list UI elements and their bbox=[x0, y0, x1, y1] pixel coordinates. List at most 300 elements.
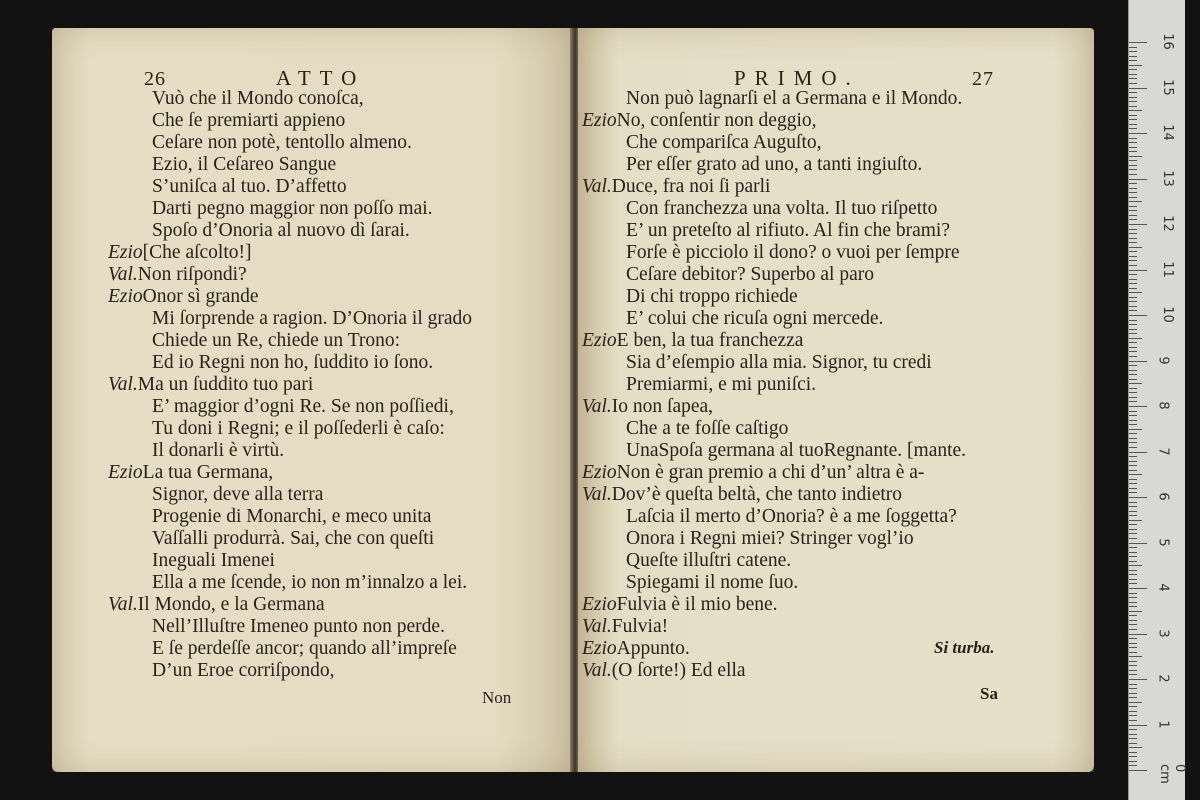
ruler-tick bbox=[1129, 502, 1137, 503]
line-text: S’uniſca al tuo. D’affetto bbox=[152, 176, 347, 197]
ruler-tick bbox=[1129, 715, 1137, 716]
ruler-tick bbox=[1129, 329, 1137, 330]
ruler-label: 5 bbox=[1155, 537, 1171, 547]
ruler-label: 1 bbox=[1155, 719, 1171, 729]
ruler-tick bbox=[1129, 274, 1137, 275]
ruler-tick bbox=[1129, 747, 1142, 748]
line-text: Sia d’eſempio alla mia. Signor, tu credi bbox=[626, 352, 932, 373]
ruler-tick bbox=[1129, 583, 1137, 584]
line-text: Queſte illuſtri catene. bbox=[626, 550, 792, 571]
ruler-tick bbox=[1129, 652, 1137, 653]
text-line bbox=[582, 330, 1084, 352]
text-line bbox=[582, 484, 1084, 506]
ruler-tick bbox=[1129, 429, 1142, 430]
left-page bbox=[52, 28, 572, 772]
ruler-tick bbox=[1129, 69, 1137, 70]
ruler-tick bbox=[1129, 647, 1137, 648]
line-text: Che a te foſſe caſtigo bbox=[626, 418, 789, 439]
ruler-tick bbox=[1129, 670, 1137, 671]
ruler-tick bbox=[1129, 661, 1137, 662]
ruler-tick bbox=[1129, 288, 1137, 289]
text-line bbox=[604, 220, 1084, 242]
ruler-tick bbox=[1129, 438, 1137, 439]
ruler-label: 4 bbox=[1155, 583, 1171, 592]
ruler-tick bbox=[1129, 461, 1137, 462]
ruler-tick bbox=[1129, 183, 1137, 184]
ruler-tick bbox=[1129, 383, 1142, 384]
ruler-tick bbox=[1129, 78, 1137, 79]
text-line bbox=[108, 594, 562, 616]
ruler-tick bbox=[1129, 474, 1142, 475]
ruler-label: 10 bbox=[1159, 306, 1175, 323]
text-line bbox=[604, 572, 1084, 594]
text-line bbox=[604, 88, 1084, 110]
text-line bbox=[604, 198, 1084, 220]
stage-direction: Si turba. bbox=[934, 638, 995, 657]
ruler-tick bbox=[1129, 752, 1137, 753]
line-text: Il donarli è virtù. bbox=[152, 440, 285, 461]
ruler-tick bbox=[1129, 115, 1137, 116]
ruler-tick bbox=[1129, 743, 1137, 744]
ruler-tick bbox=[1129, 219, 1137, 220]
line-text: Ineguali Imenei bbox=[152, 550, 275, 571]
left-catchword: Non bbox=[482, 688, 512, 707]
line-text: Vuò che il Mondo conoſca, bbox=[152, 88, 364, 109]
ruler-tick bbox=[1129, 547, 1137, 548]
text-line bbox=[130, 88, 562, 110]
ruler-tick bbox=[1129, 624, 1137, 625]
line-text: Il Mondo, e la Germana bbox=[137, 594, 325, 615]
line-text: E ben, la tua franchezza bbox=[616, 330, 804, 351]
speaker-name: Ezio bbox=[582, 594, 617, 615]
ruler-tick bbox=[1129, 401, 1137, 402]
ruler-tick bbox=[1129, 415, 1137, 416]
ruler-tick bbox=[1129, 42, 1147, 43]
text-line bbox=[582, 660, 1084, 682]
ruler-tick bbox=[1129, 124, 1137, 125]
ruler-tick bbox=[1129, 56, 1137, 57]
text-line bbox=[130, 528, 562, 550]
ruler-label: 6 bbox=[1155, 492, 1171, 501]
text-line bbox=[130, 616, 562, 638]
ruler-tick bbox=[1129, 283, 1137, 284]
text-line bbox=[604, 528, 1084, 550]
line-text: Dov’è queſta beltà, che tanto indietro bbox=[611, 484, 903, 505]
ruler-tick bbox=[1129, 270, 1147, 271]
ruler-tick bbox=[1129, 465, 1137, 466]
line-text: La tua Germana, bbox=[142, 462, 274, 483]
line-text: Onora i Regni miei? Stringer vogl’io bbox=[626, 528, 914, 549]
ruler-tick bbox=[1129, 520, 1142, 521]
ruler-tick bbox=[1129, 147, 1137, 148]
ruler-tick bbox=[1129, 347, 1137, 348]
ruler-tick bbox=[1129, 292, 1142, 293]
speaker-name: Val. bbox=[582, 484, 612, 505]
ruler-label: 11 bbox=[1159, 260, 1175, 278]
text-line bbox=[582, 462, 1084, 484]
ruler-tick bbox=[1129, 515, 1137, 516]
text-line bbox=[604, 242, 1084, 264]
ruler-tick bbox=[1129, 133, 1147, 134]
ruler-tick bbox=[1129, 602, 1137, 603]
left-page-number: 26 bbox=[144, 68, 166, 90]
ruler-tick bbox=[1129, 192, 1137, 193]
line-text: Darti pegno maggior non poſſo mai. bbox=[152, 198, 433, 219]
right-catchword: Sa bbox=[980, 684, 998, 703]
text-line bbox=[130, 506, 562, 528]
text-line bbox=[604, 440, 1084, 462]
ruler-tick bbox=[1129, 251, 1137, 252]
line-text: Ceſare debitor? Superbo al paro bbox=[626, 264, 874, 285]
ruler-tick bbox=[1129, 761, 1137, 762]
line-text: Nell’Illuſtre Imeneo punto non perde. bbox=[152, 616, 445, 637]
text-line bbox=[130, 396, 562, 418]
ruler-tick bbox=[1129, 725, 1147, 726]
ruler-tick bbox=[1129, 538, 1137, 539]
ruler-tick bbox=[1129, 574, 1137, 575]
line-text: E’ un preteſto al rifiuto. Al fin che brami? bbox=[626, 220, 950, 241]
ruler-tick bbox=[1129, 338, 1142, 339]
right-running-head: PRIMO. bbox=[734, 66, 860, 90]
line-text: UnaSpoſa germana al tuoRegnante. [mante. bbox=[626, 440, 967, 461]
speaker-name: Val. bbox=[582, 396, 612, 417]
speaker-name: Ezio bbox=[582, 462, 617, 483]
ruler-tick bbox=[1129, 524, 1137, 525]
ruler-tick bbox=[1129, 315, 1147, 316]
ruler-tick bbox=[1129, 101, 1137, 102]
right-page bbox=[578, 28, 1094, 772]
ruler-tick bbox=[1129, 479, 1137, 480]
ruler-tick bbox=[1129, 128, 1137, 129]
line-text: Forſe è picciolo il dono? o vuoi per ſempre bbox=[626, 242, 960, 263]
ruler-tick bbox=[1129, 247, 1142, 248]
ruler-tick bbox=[1129, 570, 1137, 571]
ruler-tick bbox=[1129, 674, 1137, 675]
ruler-tick bbox=[1129, 238, 1137, 239]
line-text: Con franchezza una volta. Il tuo riſpetto bbox=[626, 198, 938, 219]
ruler-label: 13 bbox=[1159, 169, 1175, 187]
text-line bbox=[130, 638, 562, 660]
ruler-tick bbox=[1129, 324, 1137, 325]
ruler-label: 3 bbox=[1155, 628, 1171, 638]
ruler-tick bbox=[1129, 224, 1147, 225]
line-text: Tu doni i Regni; e il poſſederli è caſo: bbox=[152, 418, 445, 439]
ruler-tick bbox=[1129, 765, 1137, 766]
ruler-tick bbox=[1129, 452, 1147, 453]
line-text: Appunto. bbox=[616, 638, 690, 659]
text-line bbox=[130, 440, 562, 462]
ruler-tick bbox=[1129, 110, 1142, 111]
text-line bbox=[582, 594, 1084, 616]
ruler-tick bbox=[1129, 611, 1142, 612]
right-page-number: 27 bbox=[972, 68, 994, 90]
ruler-tick bbox=[1129, 138, 1137, 139]
text-line bbox=[130, 352, 562, 374]
ruler-tick bbox=[1129, 552, 1137, 553]
text-line bbox=[108, 286, 562, 308]
line-text: Ceſare non potè, tentollo almeno. bbox=[152, 132, 412, 153]
line-text: E ſe perdeſſe ancor; quando all’impreſe bbox=[152, 638, 457, 659]
ruler-tick bbox=[1129, 420, 1137, 421]
text-line bbox=[108, 374, 562, 396]
speaker-name: Val. bbox=[582, 616, 612, 637]
speaker-name: Val. bbox=[582, 660, 612, 681]
ruler-tick bbox=[1129, 379, 1137, 380]
ruler-label: 12 bbox=[1159, 215, 1175, 232]
text-line bbox=[604, 550, 1084, 572]
ruler-tick bbox=[1129, 51, 1137, 52]
ruler-tick bbox=[1129, 756, 1137, 757]
ruler-tick bbox=[1129, 442, 1137, 443]
line-text: Io non ſapea, bbox=[611, 396, 714, 417]
ruler-tick bbox=[1129, 179, 1147, 180]
text-line bbox=[108, 264, 562, 286]
line-text: Di chi troppo richiede bbox=[626, 286, 798, 307]
ruler-tick bbox=[1129, 593, 1137, 594]
text-line bbox=[130, 660, 562, 682]
ruler-tick bbox=[1129, 119, 1137, 120]
ruler-tick bbox=[1129, 492, 1137, 493]
ruler-tick bbox=[1129, 160, 1137, 161]
text-line bbox=[604, 374, 1084, 396]
ruler-tick bbox=[1129, 565, 1142, 566]
line-text: Onor sì grande bbox=[142, 286, 259, 307]
ruler-tick bbox=[1129, 333, 1137, 334]
line-text: Spoſo d’Onoria al nuovo dì ſarai. bbox=[152, 220, 410, 241]
ruler-tick bbox=[1129, 638, 1137, 639]
text-line bbox=[582, 396, 1084, 418]
ruler-tick bbox=[1129, 738, 1137, 739]
line-text: Mi ſorprende a ragion. D’Onoria il grado bbox=[152, 308, 473, 329]
text-line bbox=[130, 418, 562, 440]
text-line bbox=[130, 220, 562, 242]
line-text: Ella a me ſcende, io non m’innalzo a lei. bbox=[152, 572, 468, 593]
line-text: [Che aſcolto!] bbox=[142, 242, 252, 263]
right-text-block bbox=[582, 88, 1084, 682]
ruler-tick bbox=[1129, 256, 1137, 257]
ruler-label: 8 bbox=[1155, 401, 1171, 410]
ruler-tick bbox=[1129, 693, 1137, 694]
ruler-tick bbox=[1129, 342, 1137, 343]
ruler-tick bbox=[1129, 615, 1137, 616]
speaker-name: Ezio bbox=[108, 242, 143, 263]
ruler-tick bbox=[1129, 447, 1137, 448]
speaker-name: Ezio bbox=[582, 110, 617, 131]
ruler-tick bbox=[1129, 320, 1137, 321]
ruler-tick bbox=[1129, 215, 1137, 216]
ruler-tick bbox=[1129, 197, 1137, 198]
line-text: Per eſſer grato ad uno, a tanti ingiuſto. bbox=[626, 154, 923, 175]
ruler-tick bbox=[1129, 684, 1137, 685]
speaker-name: Ezio bbox=[108, 286, 143, 307]
text-line bbox=[130, 484, 562, 506]
ruler-tick bbox=[1129, 720, 1137, 721]
text-line bbox=[604, 352, 1084, 374]
ruler-tick bbox=[1129, 260, 1137, 261]
ruler-tick bbox=[1129, 506, 1137, 507]
speaker-name: Ezio bbox=[582, 638, 617, 659]
ruler-tick bbox=[1129, 151, 1137, 152]
line-text: Premiarmi, e mi puniſci. bbox=[626, 374, 817, 395]
text-line bbox=[604, 132, 1084, 154]
ruler-tick bbox=[1129, 142, 1137, 143]
line-text: No, conſentir non deggio, bbox=[616, 110, 817, 131]
text-line bbox=[130, 572, 562, 594]
ruler-tick bbox=[1129, 511, 1137, 512]
ruler-tick bbox=[1129, 424, 1137, 425]
ruler-tick bbox=[1129, 688, 1137, 689]
ruler-tick bbox=[1129, 470, 1137, 471]
ruler-tick bbox=[1129, 233, 1137, 234]
text-line bbox=[604, 308, 1084, 330]
text-line bbox=[108, 242, 562, 264]
line-text: (O ſorte!) Ed ella bbox=[611, 660, 746, 681]
ruler-tick bbox=[1129, 456, 1137, 457]
measurement-ruler bbox=[1128, 0, 1185, 800]
ruler-tick bbox=[1129, 206, 1137, 207]
ruler-label: 15 bbox=[1159, 78, 1175, 96]
line-text: Signor, deve alla terra bbox=[152, 484, 324, 505]
ruler-tick bbox=[1129, 643, 1137, 644]
text-line bbox=[604, 506, 1084, 528]
ruler-tick bbox=[1129, 543, 1147, 544]
ruler-tick bbox=[1129, 229, 1137, 230]
ruler-tick bbox=[1129, 634, 1147, 635]
line-text: Ma un ſuddito tuo pari bbox=[137, 374, 314, 395]
text-line bbox=[582, 616, 1084, 638]
ruler-tick bbox=[1129, 606, 1137, 607]
ruler-tick bbox=[1129, 374, 1137, 375]
ruler-tick bbox=[1129, 88, 1147, 89]
ruler-tick bbox=[1129, 169, 1137, 170]
text-line bbox=[130, 198, 562, 220]
text-line bbox=[130, 132, 562, 154]
ruler-tick bbox=[1129, 188, 1137, 189]
speaker-name: Ezio bbox=[108, 462, 143, 483]
ruler-tick bbox=[1129, 620, 1137, 621]
ruler-tick bbox=[1129, 174, 1137, 175]
ruler-tick bbox=[1129, 297, 1137, 298]
ruler-tick bbox=[1129, 265, 1137, 266]
ruler-tick bbox=[1129, 388, 1137, 389]
text-line bbox=[108, 462, 562, 484]
ruler-tick bbox=[1129, 165, 1137, 166]
speaker-name: Val. bbox=[582, 176, 612, 197]
ruler-label: 16 bbox=[1159, 33, 1175, 50]
ruler-tick bbox=[1129, 47, 1137, 48]
ruler-tick bbox=[1129, 65, 1142, 66]
text-line bbox=[130, 308, 562, 330]
line-text: E’ colui che ricuſa ogni mercede. bbox=[626, 308, 884, 329]
ruler-tick bbox=[1129, 201, 1142, 202]
ruler-tick bbox=[1129, 729, 1137, 730]
ruler-tick bbox=[1129, 365, 1137, 366]
line-text: E’ maggior d’ogni Re. Se non poſſiedi, bbox=[152, 396, 454, 417]
ruler-tick bbox=[1129, 60, 1137, 61]
line-text: D’un Eroe corriſpondo, bbox=[152, 660, 335, 681]
ruler-tick bbox=[1129, 97, 1137, 98]
line-text: Fulvia! bbox=[611, 616, 669, 637]
ruler-tick bbox=[1129, 561, 1137, 562]
ruler-label: 9 bbox=[1155, 355, 1171, 365]
ruler-tick bbox=[1129, 711, 1137, 712]
text-line bbox=[582, 110, 1084, 132]
speaker-name: Val. bbox=[108, 594, 138, 615]
ruler-tick bbox=[1129, 74, 1137, 75]
text-line bbox=[130, 550, 562, 572]
ruler-tick bbox=[1129, 406, 1147, 407]
ruler-label: 7 bbox=[1155, 446, 1171, 456]
line-text: Ed io Regni non ho, ſuddito io ſono. bbox=[152, 352, 434, 373]
line-text: Ezio, il Ceſareo Sangue bbox=[152, 154, 337, 175]
ruler-tick bbox=[1129, 370, 1137, 371]
left-text-block bbox=[108, 88, 562, 682]
line-text: Laſcia il merto d’Onoria? è a me ſoggetta? bbox=[626, 506, 957, 527]
ruler-tick bbox=[1129, 242, 1137, 243]
ruler-tick bbox=[1129, 361, 1147, 362]
speaker-name: Ezio bbox=[582, 330, 617, 351]
ruler-tick bbox=[1129, 306, 1137, 307]
line-text: Vaſſalli produrrà. Sai, che con queſti bbox=[152, 528, 435, 549]
ruler-tick bbox=[1129, 597, 1137, 598]
ruler-tick bbox=[1129, 588, 1147, 589]
speaker-name: Val. bbox=[108, 264, 138, 285]
ruler-tick bbox=[1129, 397, 1137, 398]
ruler-tick bbox=[1129, 301, 1137, 302]
text-line bbox=[130, 176, 562, 198]
ruler-tick bbox=[1129, 279, 1137, 280]
text-line bbox=[604, 418, 1084, 440]
ruler-tick bbox=[1129, 679, 1147, 680]
ruler-tick bbox=[1129, 210, 1137, 211]
text-line bbox=[130, 330, 562, 352]
ruler-label: 0 cm bbox=[1157, 764, 1187, 784]
speaker-name: Val. bbox=[108, 374, 138, 395]
text-line bbox=[582, 176, 1084, 198]
ruler-tick bbox=[1129, 629, 1137, 630]
ruler-tick bbox=[1129, 702, 1142, 703]
ruler-tick bbox=[1129, 706, 1137, 707]
line-text: Non può lagnarſi el a Germana e il Mondo. bbox=[626, 88, 963, 109]
ruler-label: 14 bbox=[1159, 124, 1175, 141]
ruler-tick bbox=[1129, 392, 1137, 393]
ruler-tick bbox=[1129, 665, 1137, 666]
line-text: Che compariſca Auguſto, bbox=[626, 132, 822, 153]
ruler-tick bbox=[1129, 106, 1137, 107]
ruler-tick bbox=[1129, 488, 1137, 489]
text-line bbox=[582, 638, 1084, 660]
ruler-tick bbox=[1129, 770, 1147, 771]
ruler-tick bbox=[1129, 533, 1137, 534]
open-book bbox=[52, 28, 1094, 772]
line-text: Non è gran premio a chi d’un’ altra è a- bbox=[616, 462, 925, 483]
ruler-tick bbox=[1129, 579, 1137, 580]
line-text: Spiegami il nome ſuo. bbox=[626, 572, 799, 593]
text-line bbox=[604, 264, 1084, 286]
ruler-tick bbox=[1129, 310, 1137, 311]
ruler-tick bbox=[1129, 156, 1142, 157]
ruler-tick bbox=[1129, 556, 1137, 557]
ruler-tick bbox=[1129, 529, 1137, 530]
ruler-tick bbox=[1129, 656, 1142, 657]
ruler-tick bbox=[1129, 411, 1137, 412]
ruler-tick bbox=[1129, 92, 1137, 93]
ruler-tick bbox=[1129, 734, 1137, 735]
ruler-label: 2 bbox=[1155, 674, 1171, 683]
text-line bbox=[604, 154, 1084, 176]
line-text: Non riſpondi? bbox=[137, 264, 247, 285]
line-text: Che ſe premiarti appieno bbox=[152, 110, 346, 131]
